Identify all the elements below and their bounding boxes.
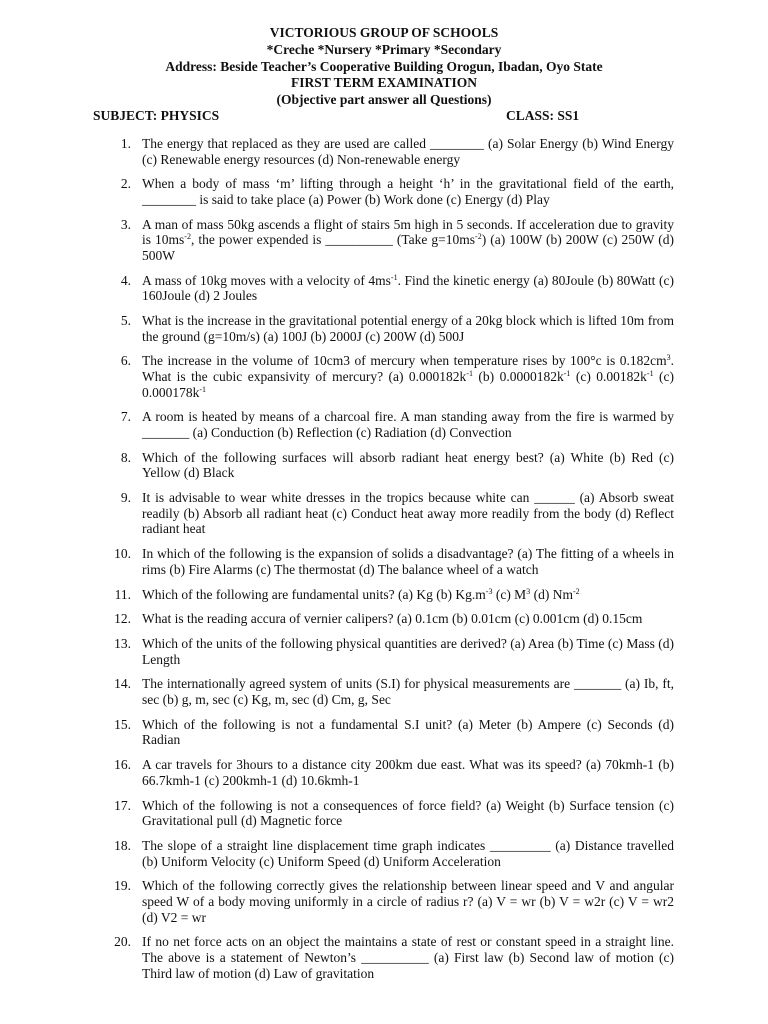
question-item — [113, 490, 674, 537]
question-number: 3. — [120, 216, 131, 232]
question-text: In which of the following is the expansion of solids a disadvantage? (a) The fitting of a wheels in rims (b) Fire Alarms (c) The thermostat (d) The balance wheel of a watch — [142, 546, 674, 577]
question-list — [113, 136, 674, 990]
question-item — [113, 546, 674, 577]
question-text: Which of the units of the following physical quantities are derived? (a) Area (b) Time (c) Mass (d) Length — [142, 636, 674, 667]
question-text-part: The increase in the volume of 10cm3 of mercury when temperature rises by 100°c is 0.182cm — [142, 353, 667, 369]
superscript: -3 — [485, 586, 493, 596]
superscript: 3 — [666, 353, 671, 363]
question-number: 6. — [120, 353, 131, 369]
question-text — [142, 273, 674, 304]
question-item — [113, 676, 674, 707]
school-name: VICTORIOUS GROUP OF SCHOOLS — [269, 25, 499, 40]
exam-instruction: (Objective part answer all Questions) — [276, 92, 492, 108]
question-item — [113, 757, 674, 788]
question-number: 17. — [114, 797, 131, 813]
question-text-part: (d) Nm — [530, 586, 573, 602]
superscript: -1 — [646, 369, 654, 379]
school-levels: *Creche *Nursery *Primary *Secondary — [266, 41, 502, 57]
question-number: 12. — [114, 611, 131, 627]
question-text: The slope of a straight line displacement time graph indicates _________ (a) Distance travelled (b) Uniform Velocity (c) Uniform Speed (d) Uniform Acceleration — [142, 837, 674, 869]
question-text: The internationally agreed system of units (S.I) for physical measurements are _______ (a) Ib, ft, sec (b) g, m, sec (c) Kg, m, sec (d) Cm, g, Sec — [142, 676, 674, 708]
question-text-part: (c) 0.00182k — [570, 369, 647, 385]
question-text-part: (c) M — [492, 586, 527, 602]
question-text — [142, 353, 674, 399]
question-number: 9. — [120, 490, 131, 506]
superscript: -1 — [199, 384, 207, 394]
question-number: 14. — [114, 676, 131, 692]
question-number: 20. — [114, 934, 131, 950]
question-text: When a body of mass ‘m’ lifting through a height ‘h’ in the gravitational field of the earth, ________ is said to take place (a) Power (b) Work done (c) Energy (d) Play — [142, 176, 674, 207]
question-text — [142, 587, 580, 602]
question-item — [113, 717, 674, 748]
question-text-part: Which of the following are fundamental units? (a) Kg (b) Kg.m — [142, 586, 486, 602]
question-item — [113, 176, 674, 207]
question-item — [113, 636, 674, 667]
superscript: -2 — [572, 586, 580, 596]
question-item — [113, 273, 674, 304]
superscript: -1 — [563, 369, 571, 379]
question-text: Which of the following correctly gives the relationship between linear speed and V and angular speed W of a body moving uniformly in a circle of radius r? (a) V = wr (b) V = w2r (c) V = wr2 (d) V2 = wr — [142, 878, 674, 925]
question-text-part: . Find the kinetic energy (a) 80Joule (b) 80Watt (c) 160Joule (d) 2 Joules — [142, 272, 674, 304]
question-text: What is the increase in the gravitational potential energy of a 20kg block which is lifted 10m from the ground (g=10m/s) (a) 100J (b) 2000J (c) 200W (d) 500J — [142, 313, 674, 344]
question-text: It is advisable to wear white dresses in the tropics because white can ______ (a) Absorb sweat readily (b) Absorb all radiant heat (c) Conduct heat away more readily from the body (d) Reflect radiant heat — [142, 490, 674, 537]
question-text: A room is heated by means of a charcoal fire. A man standing away from the fire is warmed by _______ (a) Conduction (b) Reflection (c) Radiation (d) Convection — [142, 409, 674, 441]
question-number: 5. — [120, 313, 131, 329]
question-number: 1. — [120, 136, 131, 151]
question-text: The energy that replaced as they are used are called ________ (a) Solar Energy (b) Wind Energy (c) Renewable energy resources (d) Non-renewable energy — [142, 136, 674, 167]
superscript: -2 — [184, 232, 191, 242]
question-text-part: ) (a) 100W (b) 200W (c) 250W (d) 500W — [142, 232, 674, 263]
question-text: Which of the following is not a consequences of force field? (a) Weight (b) Surface tension (c) Gravitational pull (d) Magnetic force — [142, 797, 674, 829]
school-address: Address: Beside Teacher’s Cooperative Building Orogun, Ibadan, Oyo State — [165, 58, 603, 74]
question-text: A car travels for 3hours to a distance city 200km due east. What was its speed? (a) 70kmh-1 (b) 66.7kmh-1 (c) 200kmh-1 (d) 10.6kmh-1 — [142, 757, 674, 788]
question-text-part: (c) 0.000178k — [142, 369, 675, 400]
question-text-part: A mass of 10kg moves with a velocity of 4ms — [142, 272, 391, 288]
question-text-part: A man of mass 50kg ascends a flight of stairs 5m high in 5 seconds. If acceleration due to gravity is 10ms — [142, 216, 674, 248]
exam-title: FIRST TERM EXAMINATION — [290, 75, 478, 91]
question-text — [142, 217, 674, 263]
question-item — [113, 313, 674, 344]
class-label: CLASS: SS1 — [506, 108, 580, 123]
question-text: Which of the following surfaces will absorb radiant heat energy best? (a) White (b) Red (c) Yellow (d) Black — [142, 449, 674, 481]
question-number: 15. — [114, 716, 131, 732]
question-item — [113, 878, 674, 925]
question-item — [113, 798, 674, 829]
question-number: 7. — [120, 409, 131, 425]
subject-label: SUBJECT: PHYSICS — [93, 108, 220, 123]
question-item — [113, 136, 674, 167]
question-number: 10. — [114, 546, 131, 562]
question-item — [113, 838, 674, 869]
superscript: -2 — [475, 232, 482, 242]
question-text-part: . What is the cubic expansivity of mercury? (a) 0.000182k — [142, 353, 674, 385]
question-number: 13. — [114, 636, 131, 652]
question-item — [113, 217, 674, 264]
superscript: 3 — [526, 586, 531, 596]
question-item — [113, 934, 674, 981]
exam-header — [0, 25, 768, 109]
question-item — [113, 611, 674, 627]
question-number: 18. — [114, 837, 131, 853]
question-text: If no net force acts on an object the maintains a state of rest or constant speed in a straight line. The above is a statement of Newton’s __________ (a) First law (b) Second law of motion (c) Third law of motion (d) Law of gravitation — [142, 934, 674, 981]
superscript: -1 — [466, 369, 473, 379]
question-item — [113, 450, 674, 481]
question-number: 19. — [114, 878, 131, 894]
question-item — [113, 353, 674, 400]
question-number: 16. — [114, 757, 131, 773]
question-text: What is the reading accura of vernier calipers? (a) 0.1cm (b) 0.01cm (c) 0.001cm (d) 0.15cm — [142, 611, 643, 627]
superscript: -1 — [390, 272, 398, 282]
question-number: 8. — [120, 449, 131, 465]
question-number: 11. — [114, 586, 131, 602]
question-item — [113, 409, 674, 440]
question-item — [113, 587, 674, 603]
question-number: 2. — [120, 176, 131, 192]
question-text: Which of the following is not a fundamental S.I unit? (a) Meter (b) Ampere (c) Seconds (d) Radian — [142, 716, 674, 748]
question-number: 4. — [120, 272, 131, 288]
question-text-part: , the power expended is __________ (Take g=10ms — [190, 232, 476, 248]
question-text-part: (b) 0.0000182k — [472, 369, 564, 385]
